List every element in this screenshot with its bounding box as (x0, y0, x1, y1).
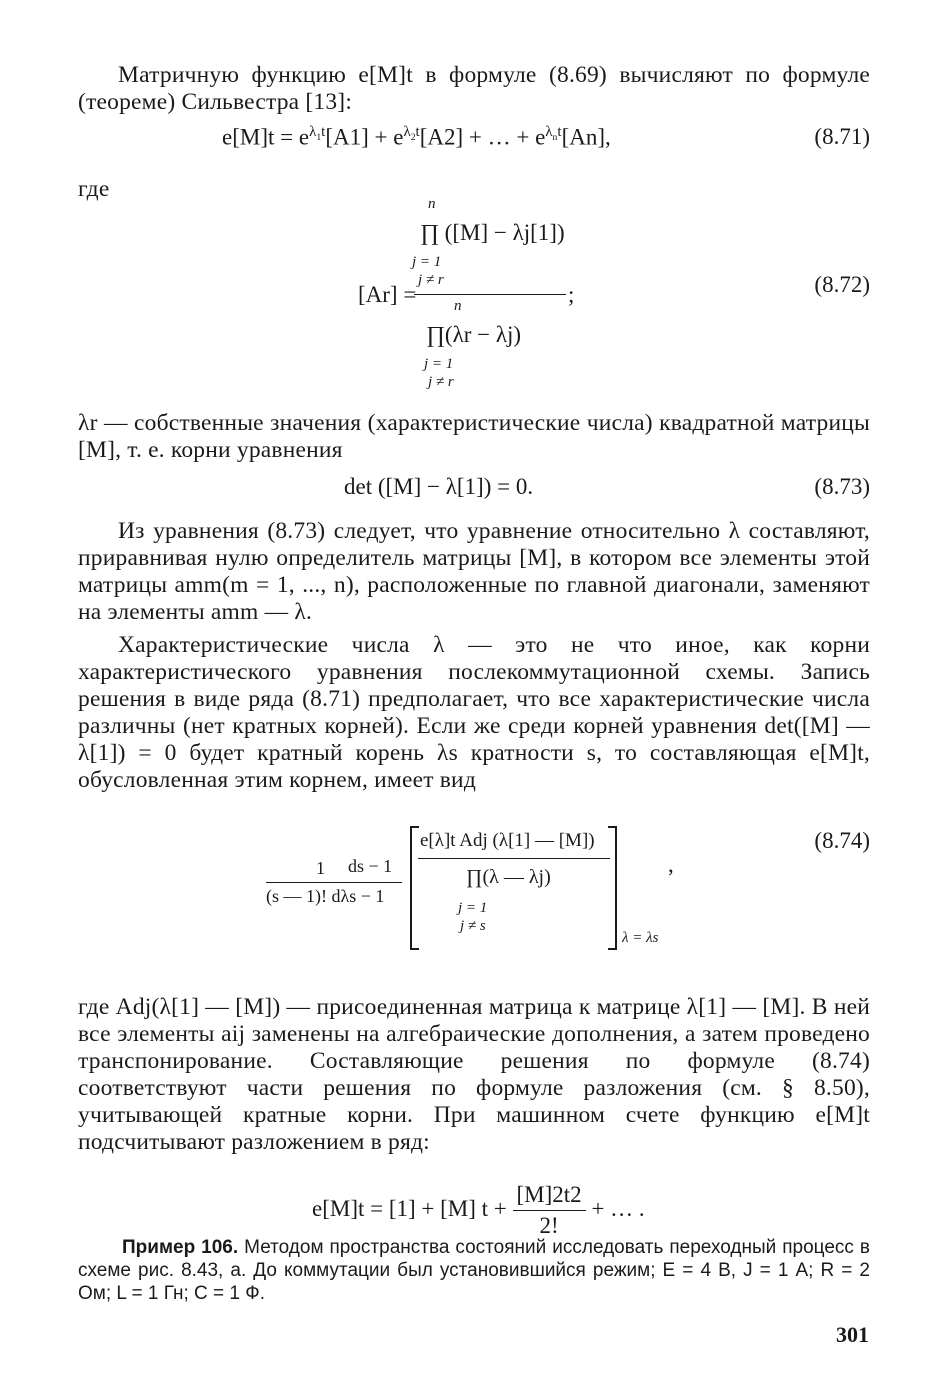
equation-number-8-73: (8.73) (814, 474, 870, 499)
series-fraction (513, 1182, 586, 1239)
paragraph-2: λr — собственные значения (характеристические числа) квадратной матрицы [M], т. е. корни уравнения (78, 410, 870, 463)
eq71-term1: [A1] + e (325, 124, 404, 150)
series-tail: + … . (591, 1195, 645, 1221)
example-106 (78, 1236, 870, 1305)
eq72-num-sub2: j ≠ r (418, 272, 444, 288)
eq74-inner-denominator: ∏(λ — λj) (466, 866, 551, 888)
eq74-right-bracket (608, 826, 617, 950)
eq74-inner-numerator: e[λ]t Adj (λ[1] — [M]) (420, 830, 595, 851)
eq74-coef-line (266, 882, 402, 883)
eq74-inner-sub2: j ≠ s (460, 918, 486, 934)
page-number: 301 (836, 1322, 869, 1347)
equation-8-71: $e[M]t = e^{\lambda_1t}[A1] + e^{\lambda_2t}[A2]$ + … + $e^{\lambda_nt}[An]$, (222, 124, 611, 150)
eq72-den-sub1: j = 1 (424, 356, 454, 372)
eq72-num-top: n (428, 196, 436, 212)
example-text: Методом пространства состояний исследовать переходный процесс в схеме рис. 8.43, а. До коммутации был установившийся режим; E = 4 В, J = 1 А; R = 2 Ом; L = 1 Гн; C = 1 Ф. (78, 1237, 870, 1304)
paragraph-1: Матричную функцию e[M]t в формуле (8.69) вычисляют по формуле (теореме) Сильвестра [13]: (78, 62, 870, 115)
paragraph-5: где Adj(λ[1] — [M]) — присоединенная матрица к матрице λ[1] — [M]. В ней все элементы aij заменены на алгебраические дополнения, а затем проведено транспонирование. Составляющие решения по формуле (8.74) соответствуют части решения по формуле разложения (см. § 8.50), учитывающей кратные корни. При машинном счете функцию e[M]t подсчитывают разложением в ряд: (78, 994, 870, 1155)
eq74-evaluated-at: λ = λs (622, 930, 659, 946)
eq72-numerator: ∏ ([M] − λj[1]) (420, 220, 565, 245)
eq74-coef-denominator: (s — 1)! dλs − 1 (266, 886, 385, 906)
eq72-denominator: ∏(λr − λj) (426, 322, 522, 347)
eq74-inner-line (418, 858, 610, 859)
eq74-coef-numerator-2: ds − 1 (348, 856, 393, 876)
series-equation (312, 1182, 645, 1239)
eq72-den-sub2: j ≠ r (428, 374, 454, 390)
example-label: Пример 106. (122, 1237, 239, 1258)
eq72-tail: ; (568, 282, 575, 307)
eq74-comma: , (668, 852, 674, 877)
series-fraction-numerator: [M]2t2 (513, 1182, 586, 1211)
where-label-1: где (78, 176, 110, 202)
equation-8-73: det ([M] − λ[1]) = 0. (344, 474, 534, 499)
series-fraction-denominator: 2! (539, 1213, 559, 1238)
eq74-left-bracket (410, 826, 419, 950)
eq72-lhs: [Ar] = (358, 282, 417, 307)
series-lhs: e[M]t = [1] + [M] t + (312, 1195, 507, 1221)
eq71-term2: [A2] + … + e (419, 124, 546, 150)
paragraph-4: Характеристические числа λ — это не что иное, как корни характеристического уравнения послекоммутационной схемы. Запись решения в виде ряда (8.71) предполагает, что все характеристические числа различны (нет кратных корней). Если же среди корней уравнения det([M] — λ[1]) = 0 будет кратный корень λs кратности s, то составляющая e[M]t, обусловленная этим корнем, имеет вид (78, 632, 870, 793)
eq71-term3: [An], (561, 124, 611, 150)
equation-number-8-74: (8.74) (814, 828, 870, 853)
eq72-fraction-line (414, 294, 566, 295)
eq71-lhs: e[M]t = e (222, 124, 310, 150)
eq74-inner-sub1: j = 1 (458, 900, 488, 916)
eq74-coef-numerator-1: 1 (316, 858, 325, 878)
equation-number-8-72: (8.72) (814, 272, 870, 297)
eq72-num-sub1: j = 1 (412, 254, 442, 270)
equation-number-8-71: (8.71) (814, 124, 870, 149)
paragraph-3: Из уравнения (8.73) следует, что уравнение относительно λ составляют, приравнивая нулю определитель матрицы [M], в котором все элементы этой матрицы amm(m = 1, ..., n), расположенные по главной диагонали, заменяют на элементы amm — λ. (78, 518, 870, 625)
eq72-den-top: n (454, 298, 462, 314)
